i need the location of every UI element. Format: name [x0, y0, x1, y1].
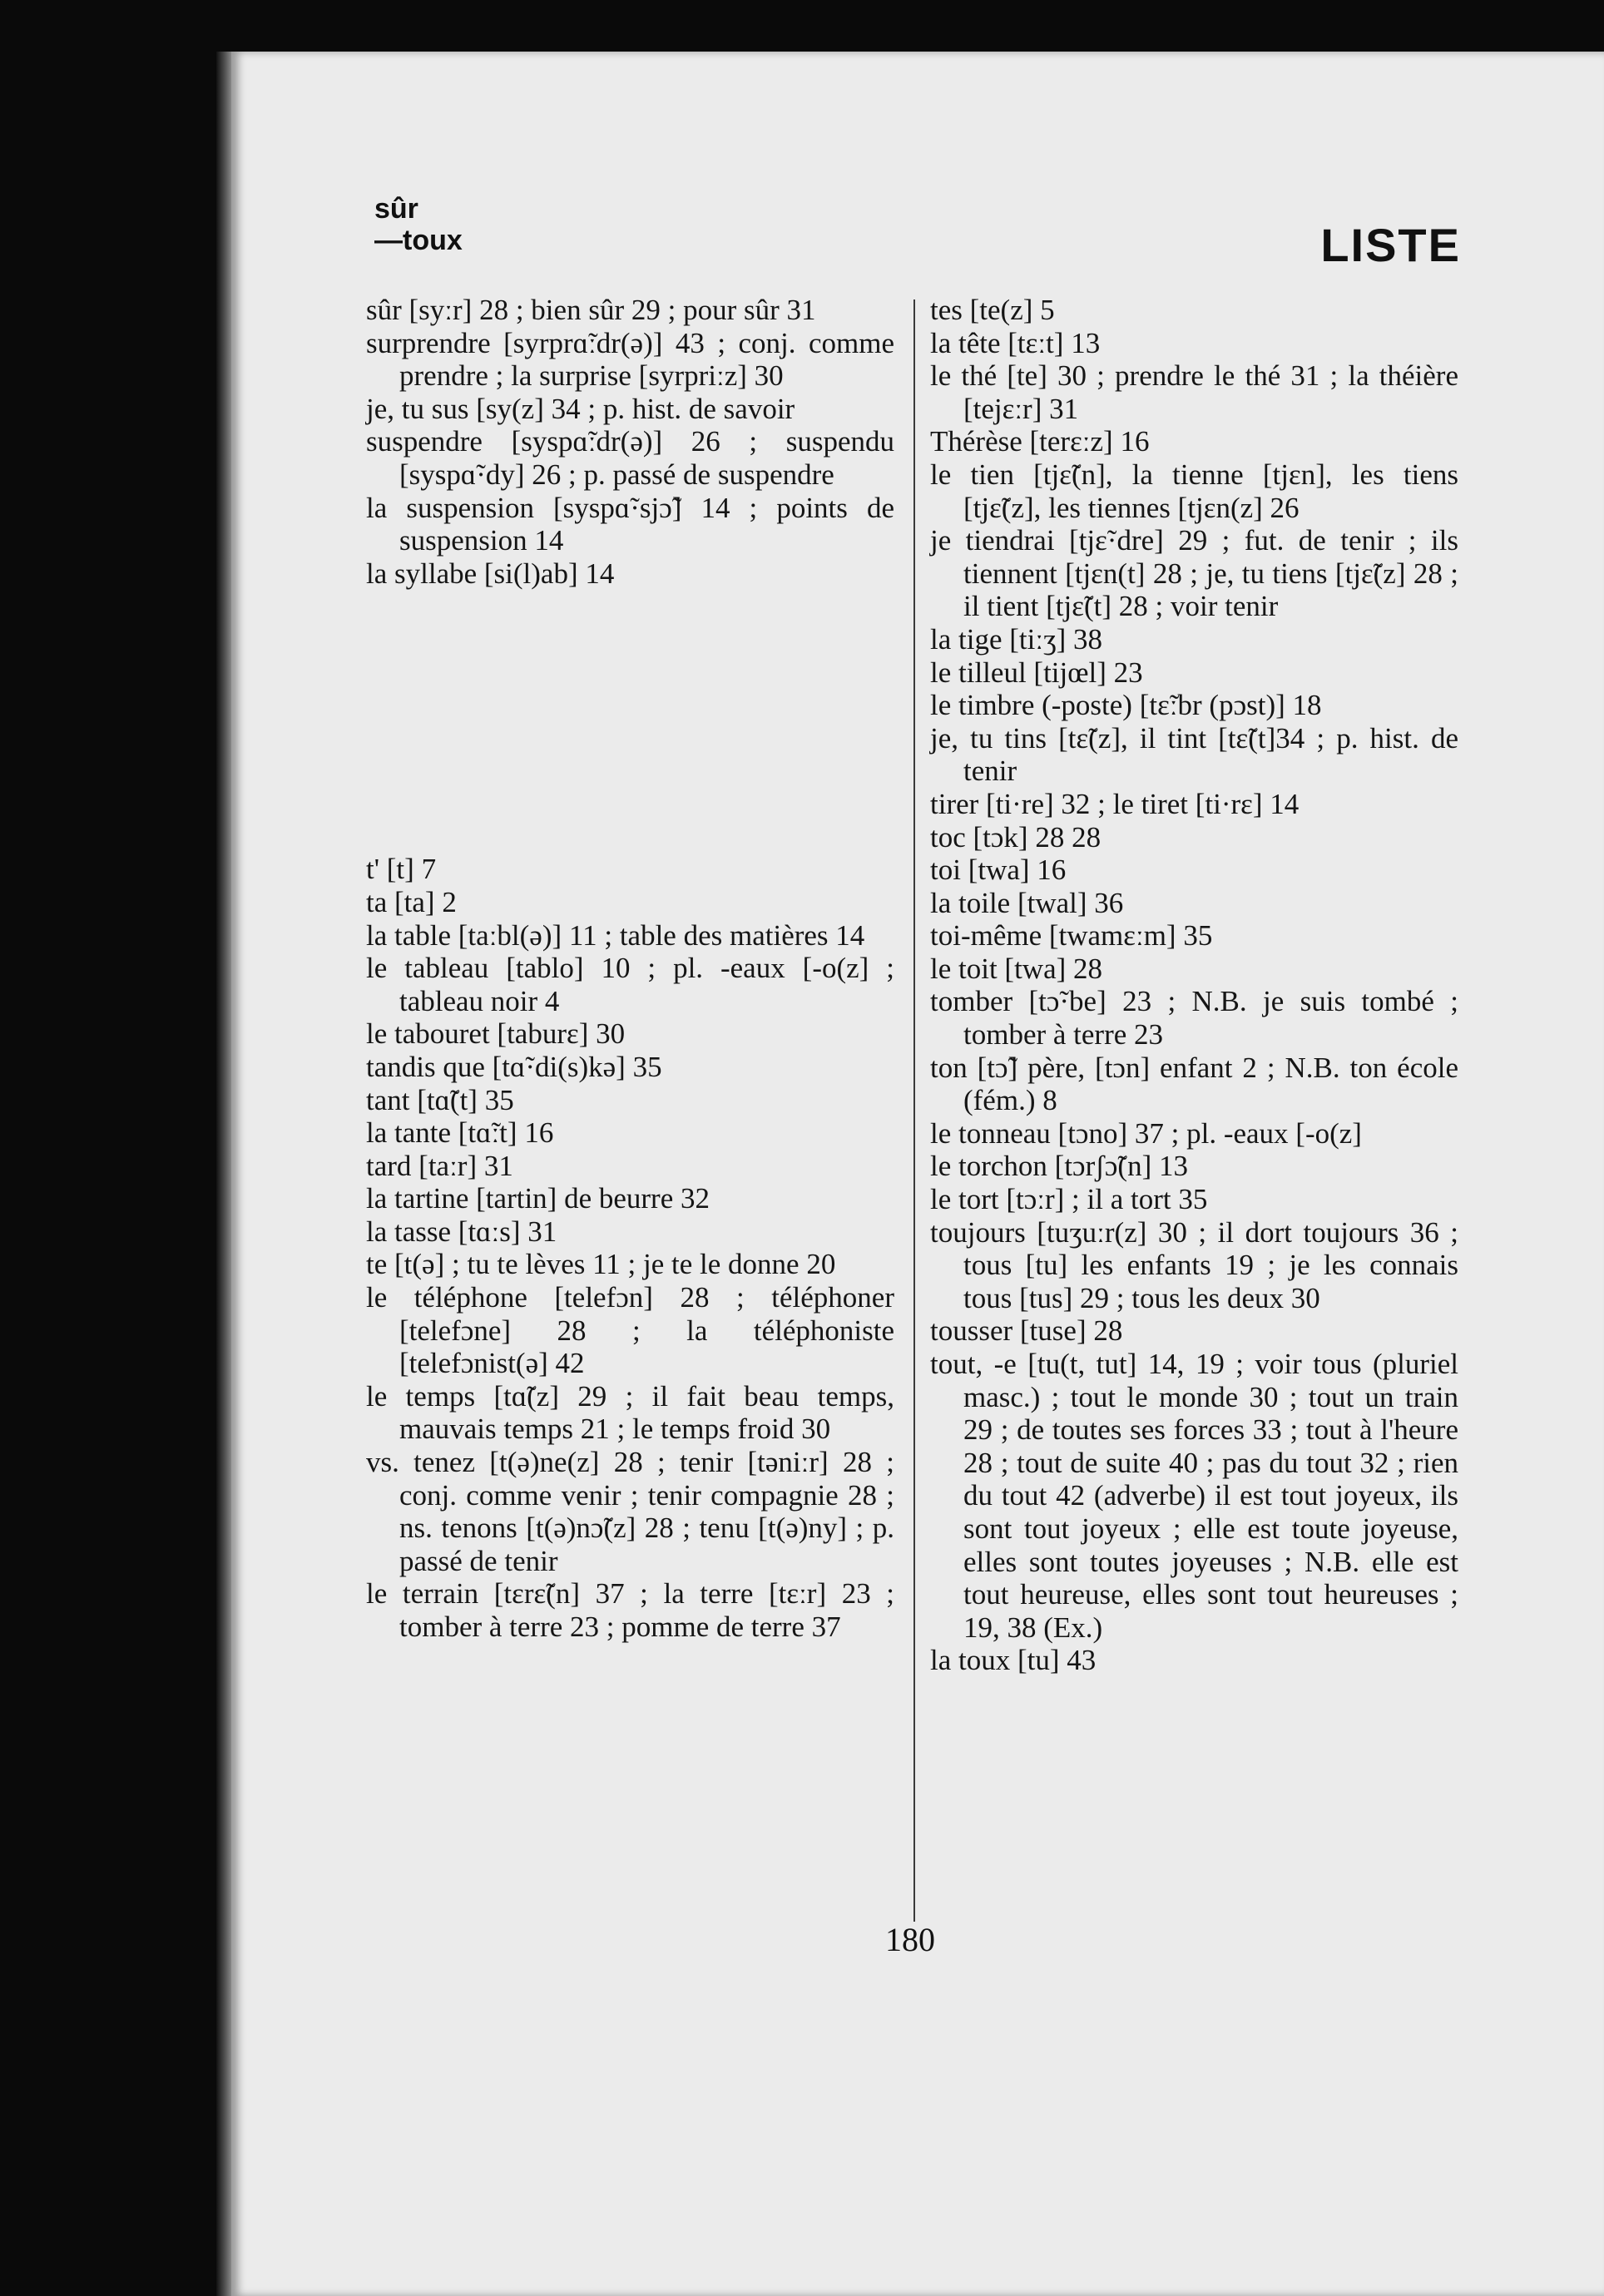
entry: le tien [tjɛ̃(n], la tienne [tjɛn], les tiens [tjɛ̃(z], les tiennes [tjɛn(z] 26 [930, 458, 1458, 524]
range-end: —toux [374, 225, 463, 256]
entry: tout, -e [tu(t, tut] 14, 19 ; voir tous (pluriel masc.) ; tout le monde 30 ; tout un train 29 ; de toutes ses forces 33 ; tout à l'heure 28 ; tout de suite 40 ; pas du tout 32 ; rien du tout 42 (adverbe) il est tout joyeux, ils sont tout joyeux ; elle est toute joyeuse, elles sont toutes joyeuses ; N.B. elle est tout heureuse, elles sont tout heureuses ; 19, 38 (Ex.) [930, 1348, 1458, 1644]
entry: la tête [tɛːt] 13 [930, 326, 1101, 359]
entry: la suspension [syspɑ̃·sjɔ̃] 14 ; points de suspension 14 [366, 491, 894, 557]
entry: tard [taːr] 31 [366, 1149, 513, 1182]
entry: tirer [ti·re] 32 ; le tiret [ti·rɛ] 14 [930, 787, 1300, 820]
entry: la syllabe [si(l)ab] 14 [366, 557, 615, 590]
entry: le tort [tɔːr] ; il a tort 35 [930, 1183, 1208, 1216]
running-title: LISTE [1320, 219, 1461, 271]
entry: suspendre [syspɑ̃ːdr(ə)] 26 ; suspendu [syspɑ̃·dy] 26 ; p. passé de suspendre [366, 425, 894, 491]
entry: tes [te(z] 5 [930, 294, 1055, 326]
entry: ton [tɔ̃] père, [tɔn] enfant 2 ; N.B. ton école (fém.) 8 [930, 1051, 1458, 1117]
letter-gap [366, 590, 894, 853]
entry: la tasse [tɑːs] 31 [366, 1215, 557, 1248]
entry: je, tu tins [tɛ̃(z], il tint [tɛ̃(t]34 ; p. hist. de tenir [930, 721, 1458, 788]
column-divider [913, 299, 915, 1922]
entry: le tonneau [tɔno] 37 ; pl. -eaux [-o(z] [930, 1116, 1362, 1150]
page-shadow-edge [216, 52, 231, 2296]
entry: le toit [twa] 28 [930, 952, 1103, 985]
entry: je tiendrai [tjɛ̃·dre] 29 ; fut. de tenir ; ils tiennent [tjɛn(t] 28 ; je, tu tiens [tjɛ̃(z] 28 ; il tient [tjɛ̃(t] 28 ; voir tenir [930, 524, 1458, 623]
entry: la tige [tiːʒ] 38 [930, 622, 1103, 656]
entry: toi-même [twamɛːm] 35 [930, 919, 1213, 953]
entry: tandis que [tɑ̃·di(s)kə] 35 [366, 1050, 662, 1083]
page-number: 180 [885, 1921, 935, 1958]
entry: la tante [tɑ̃ːt] 16 [366, 1116, 554, 1150]
right-column [930, 294, 1458, 1677]
entry: tomber [tɔ̃·be] 23 ; N.B. je suis tombé ; tomber à terre 23 [930, 985, 1458, 1052]
entry: le timbre (-poste) [tɛ̃ːbr (pɔst)] 18 [930, 689, 1322, 722]
entry: le tabouret [taburɛ] 30 [366, 1017, 626, 1051]
entry: le torchon [tɔrʃɔ̃(n] 13 [930, 1150, 1188, 1183]
entry: je, tu sus [sy(z] 34 ; p. hist. de savoir [366, 392, 795, 425]
entry: le tilleul [tijœl] 23 [930, 656, 1143, 689]
entry: toc [tɔk] 28 28 [930, 820, 1102, 854]
entry: surprendre [syrprɑ̃ːdr(ə)] 43 ; conj. comme prendre ; la surprise [syrpriːz] 30 [366, 326, 894, 393]
entry: le téléphone [telefɔn] 28 ; téléphoner [telefɔne] 28 ; la téléphoniste [telefɔnist(ə] 42 [366, 1281, 894, 1380]
range-start: sûr [374, 193, 418, 225]
entry: toi [twa] 16 [930, 854, 1067, 887]
entry: la toux [tu] 43 [930, 1644, 1097, 1677]
entry: sûr [syːr] 28 ; bien sûr 29 ; pour sûr 31 [366, 294, 816, 326]
entry: le thé [te] 30 ; prendre le thé 31 ; la théière [tejɛːr] 31 [930, 359, 1458, 425]
entry: ta [ta] 2 [366, 885, 457, 918]
entry: le terrain [tɛrɛ̃(n] 37 ; la terre [tɛːr] 23 ; tomber à terre 23 ; pomme de terre 37 [366, 1577, 894, 1643]
entry: la tartine [tartin] de beurre 32 [366, 1182, 710, 1215]
entry: te [t(ə] ; tu te lèves 11 ; je te le donne 20 [366, 1248, 836, 1281]
entry: vs. tenez [t(ə)ne(z] 28 ; tenir [təniːr] 28 ; conj. comme venir ; tenir compagnie 28 ; ns. tenons [t(ə)nɔ̃(z] 28 ; tenu [t(ə)ny] ; p. passé de tenir [366, 1446, 894, 1577]
entry: la table [taːbl(ə)] 11 ; table des matières 14 [366, 918, 865, 952]
entry: le tableau [tablo] 10 ; pl. -eaux [-o(z] ; tableau noir 4 [366, 952, 894, 1017]
entry: le temps [tɑ̃(z] 29 ; il fait beau temps, mauvais temps 21 ; le temps froid 30 [366, 1379, 894, 1446]
entry: t' [t] 7 [366, 853, 437, 886]
entry: toujours [tuʒuːr(z] 30 ; il dort toujours 36 ; tous [tu] les enfants 19 ; je les connais tous [tus] 29 ; tous les deux 30 [930, 1215, 1458, 1314]
entry: la toile [twal] 36 [930, 886, 1124, 919]
entry: tant [tɑ̃(t] 35 [366, 1083, 514, 1116]
entry: Thérèse [terɛːz] 16 [930, 425, 1150, 458]
running-head [374, 193, 463, 256]
left-column [366, 294, 894, 1644]
entry: tousser [tuse] 28 [930, 1314, 1123, 1348]
